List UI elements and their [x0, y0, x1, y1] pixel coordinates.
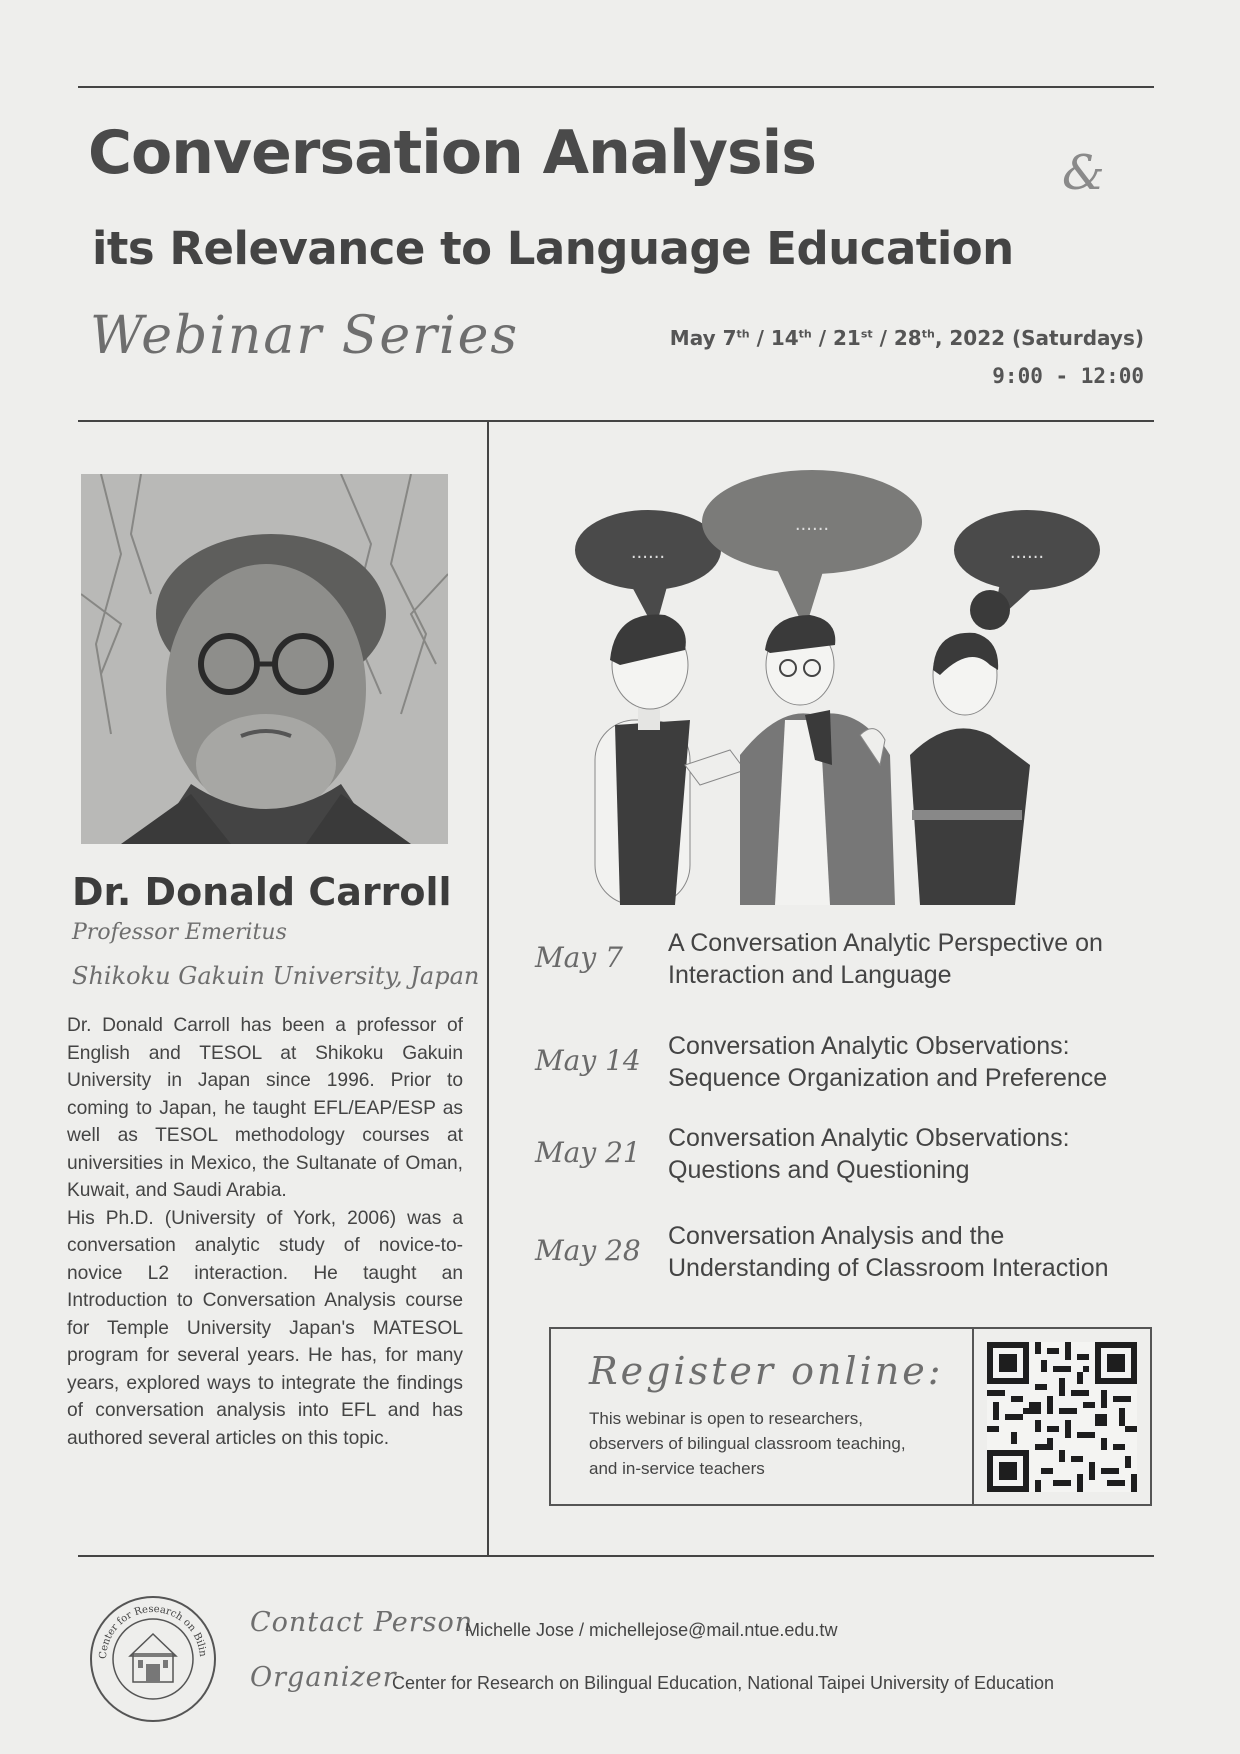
- speech-bubble-icon: [702, 470, 922, 630]
- schedule-date: May 28: [535, 1234, 641, 1267]
- schedule-item: [535, 1122, 1175, 1192]
- title-line2: its Relevance to Language Education: [92, 222, 1014, 275]
- speaker-photo: [81, 474, 448, 844]
- schedule-date: May 21: [535, 1136, 641, 1169]
- speech-bubble-icon: [575, 510, 721, 630]
- conversation-illustration: [560, 465, 1120, 905]
- schedule-item: [535, 1220, 1175, 1290]
- schedule-topic: Conversation Analytic Observations: Sequence Organization and Preference: [668, 1032, 1108, 1092]
- top-rule: [78, 86, 1154, 88]
- schedule-topic: Conversation Analytic Observations: Questions and Questioning: [668, 1124, 1070, 1184]
- event-time: 9:00 - 12:00: [992, 364, 1144, 388]
- speaker-bio: [67, 1012, 463, 1452]
- column-divider: [487, 420, 489, 1555]
- footer-rule: [78, 1555, 1154, 1557]
- register-text: This webinar is open to researchers, observers of bilingual classroom teaching, and in-service teachers: [589, 1409, 906, 1478]
- speaker-name: Dr. Donald Carroll: [72, 870, 452, 914]
- contact-value[interactable]: Michelle Jose / michellejose@mail.ntue.edu.tw: [465, 1620, 838, 1640]
- register-box: [549, 1327, 1152, 1506]
- svg-text:Center for Research on Bilingu: Center for Research on Bilin: [97, 1603, 209, 1660]
- schedule-item: [535, 1030, 1175, 1100]
- organizer-label: Organizer: [250, 1662, 397, 1693]
- qr-code-icon: [987, 1342, 1137, 1492]
- register-title: Register online:: [589, 1349, 944, 1393]
- organizer-value: Center for Research on Bilingual Education, National Taipei University of Education: [392, 1673, 1055, 1693]
- series-label: Webinar Series: [90, 306, 520, 366]
- title-ampersand: &: [1062, 145, 1105, 201]
- qr-code-frame[interactable]: [972, 1329, 1150, 1504]
- seal-logo: [88, 1594, 218, 1724]
- schedule-date: May 14: [535, 1044, 641, 1077]
- title-line1: Conversation Analysis: [88, 118, 816, 188]
- svg-text:......: ......: [794, 514, 830, 535]
- schedule-item: [535, 927, 1175, 997]
- bio-paragraph: Dr. Donald Carroll has been a professor of English and TESOL at Shikoku Gakuin University in Japan since 1996. Prior to coming to Japan, he taught EFL/EAP/ESP as well as TESOL methodology courses at universities in Mexico, the Sultanate of Oman, Kuwait, and Saudi Arabia.: [67, 1015, 463, 1201]
- contact-label: Contact Person: [250, 1607, 474, 1638]
- header-rule: [78, 420, 1154, 422]
- schedule-topic: A Conversation Analytic Perspective on Interaction and Language: [668, 929, 1103, 989]
- event-dates: May 7th / 14th / 21st / 28th, 2022 (Saturdays): [669, 326, 1144, 350]
- svg-text:......: ......: [630, 542, 666, 563]
- svg-text:......: ......: [1009, 542, 1045, 563]
- schedule-date: May 7: [535, 941, 623, 974]
- schedule-topic: Conversation Analysis and the Understanding of Classroom Interaction: [668, 1222, 1109, 1282]
- bio-paragraph: His Ph.D. (University of York, 2006) was a conversation analytic study of novice-to-novice L2 interaction. He taught an Introduction to Conversation Analysis course for Temple University Japan's MATESOL program for several years. He has, for many years, explored ways to integrate the findings of conversation analysis into EFL and has authored several articles on this topic.: [67, 1207, 463, 1449]
- speaker-affiliation: Shikoku Gakuin University, Japan: [72, 962, 480, 990]
- speaker-title: Professor Emeritus: [72, 920, 287, 945]
